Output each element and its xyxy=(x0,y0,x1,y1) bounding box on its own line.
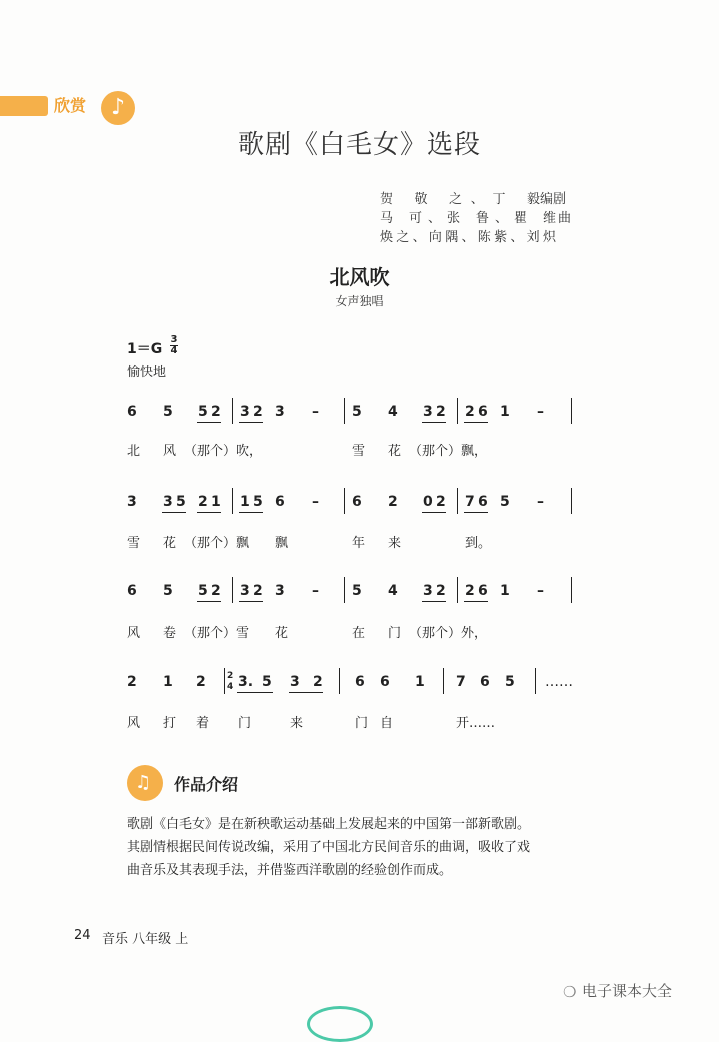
bar-line xyxy=(232,577,233,603)
note: 2 xyxy=(436,404,446,420)
lyrics-row-3 xyxy=(0,622,719,642)
note: 0 xyxy=(423,494,433,510)
note: 5 xyxy=(198,404,208,420)
lyric: 卷 xyxy=(163,626,177,641)
underline xyxy=(239,601,263,602)
intro-line-2: 其剧情根据民间传说改编，采用了中国北方民间音乐的曲调，吸收了戏 xyxy=(127,840,531,855)
lyric: 花 xyxy=(163,536,177,551)
note: – xyxy=(537,583,544,599)
note: 3 xyxy=(163,494,173,510)
note: 6 xyxy=(478,404,488,420)
underline xyxy=(464,601,488,602)
underline xyxy=(197,512,221,513)
note: 6 xyxy=(275,494,285,510)
lyric: 风 xyxy=(127,626,141,641)
note: 1 xyxy=(500,404,510,420)
notation-row-3 xyxy=(0,577,719,605)
note: 3 xyxy=(290,674,300,690)
bar-line xyxy=(571,577,572,603)
note: 5 xyxy=(163,404,173,420)
lyric: （那个）飘 xyxy=(184,536,250,551)
lyric: 在 xyxy=(352,626,366,641)
note: 3 xyxy=(423,583,433,599)
lyric: 雪 xyxy=(127,536,141,551)
lyrics-row-4 xyxy=(0,712,719,732)
note: 2 xyxy=(127,674,137,690)
lyric: （那个）外， xyxy=(409,626,488,641)
note: 6 xyxy=(478,583,488,599)
credits-line3: 焕之、向隅、陈紫、刘炽 xyxy=(380,230,556,245)
bar-line xyxy=(457,577,458,603)
note: 5 xyxy=(500,494,510,510)
bar-line xyxy=(344,398,345,424)
note: – xyxy=(312,404,319,420)
note: 7 xyxy=(465,494,475,510)
bar-line xyxy=(232,398,233,424)
time-top: 3 xyxy=(170,334,178,345)
watermark: 电子课本大全 xyxy=(582,982,673,1000)
intro-line-3: 曲音乐及其表现手法，并借鉴西洋歌剧的经验创作而成。 xyxy=(127,863,453,878)
intro-text xyxy=(127,813,577,882)
note: 2 xyxy=(253,583,263,599)
note: 5 xyxy=(253,494,263,510)
note: 5 xyxy=(352,583,362,599)
note: 2 xyxy=(211,404,221,420)
note: 6 xyxy=(480,674,490,690)
lyric: 来 xyxy=(388,536,402,551)
note: 1 xyxy=(163,674,173,690)
note: 1 xyxy=(500,583,510,599)
underline xyxy=(162,512,186,513)
lyric: 花 xyxy=(275,626,289,641)
credits-composer-suffix: 曲 xyxy=(558,211,572,226)
note: 3 xyxy=(240,404,250,420)
lyric: 年 xyxy=(352,536,366,551)
note: 1 xyxy=(415,674,425,690)
lyrics-row-1 xyxy=(0,440,719,460)
lyric: 雪 xyxy=(352,444,366,459)
key-signature: 1＝G xyxy=(127,341,163,357)
underline xyxy=(464,422,488,423)
note: 3. xyxy=(238,674,254,690)
note: 2 xyxy=(198,494,208,510)
lyric: 门 xyxy=(238,716,252,731)
bar-line xyxy=(224,668,225,694)
note: 3 xyxy=(127,494,137,510)
bar-line xyxy=(339,668,340,694)
lyric: （那个）雪 xyxy=(184,626,250,641)
time-bottom: 4 xyxy=(170,345,178,356)
notation-row-1 xyxy=(0,398,719,426)
credits-line1-suffix: 编剧 xyxy=(540,192,567,207)
note: 3 xyxy=(423,404,433,420)
tempo-marking: 愉快地 xyxy=(127,365,167,380)
bar-line xyxy=(535,668,536,694)
lyrics-row-2 xyxy=(0,532,719,552)
bar-line xyxy=(457,398,458,424)
underline xyxy=(239,422,263,423)
underline xyxy=(239,512,263,513)
music-note-icon: ♪ xyxy=(101,91,135,125)
bar-line xyxy=(571,398,572,424)
decorative-arc xyxy=(307,1006,373,1042)
note: 3 xyxy=(275,404,285,420)
underline xyxy=(422,601,446,602)
underline xyxy=(422,422,446,423)
lyric: 打 xyxy=(163,716,177,731)
note: 6 xyxy=(380,674,390,690)
underline xyxy=(464,512,488,513)
credits-line1: 贺 敬 之、丁 毅 xyxy=(380,192,540,207)
time-change-top: 2 xyxy=(227,671,234,681)
note: 2 xyxy=(465,404,475,420)
note: 2 xyxy=(388,494,398,510)
note: 4 xyxy=(388,583,398,599)
note: 1 xyxy=(211,494,221,510)
lyric: 自 xyxy=(380,716,394,731)
section-tab xyxy=(0,96,48,116)
underline xyxy=(289,692,323,693)
page-title: 歌剧《白毛女》选段 xyxy=(237,130,481,160)
bar-line xyxy=(344,577,345,603)
note: 1 xyxy=(240,494,250,510)
note: 2 xyxy=(196,674,206,690)
lyric: 风 xyxy=(127,716,141,731)
note: 3 xyxy=(240,583,250,599)
note: – xyxy=(312,583,319,599)
underline xyxy=(197,422,221,423)
underline xyxy=(422,512,446,513)
lyric: 着 xyxy=(196,716,210,731)
note: – xyxy=(312,494,319,510)
song-title: 北风吹 xyxy=(329,265,390,289)
note: 2 xyxy=(436,583,446,599)
lyric: 门 xyxy=(388,626,402,641)
note: 2 xyxy=(436,494,446,510)
note: 6 xyxy=(127,583,137,599)
score-icon: ♫ xyxy=(127,765,163,801)
note: 6 xyxy=(352,494,362,510)
bar-line xyxy=(344,488,345,514)
lyric: （那个）吹， xyxy=(184,444,263,459)
note: 2 xyxy=(313,674,323,690)
lyric: 飘 xyxy=(275,536,289,551)
lyric: 花 xyxy=(388,444,402,459)
lyric: 来 xyxy=(290,716,304,731)
credits xyxy=(380,190,580,247)
note: 6 xyxy=(127,404,137,420)
lyric: 门 xyxy=(355,716,369,731)
notation-row-2 xyxy=(0,488,719,516)
underline xyxy=(237,692,273,693)
time-signature xyxy=(170,335,178,356)
lyric: 北 xyxy=(127,444,141,459)
note: 3 xyxy=(275,583,285,599)
section-title: 作品介绍 xyxy=(174,775,239,794)
note: 2 xyxy=(465,583,475,599)
lyric: 风 xyxy=(163,444,177,459)
time-change-bottom: 4 xyxy=(227,682,234,692)
note: 5 xyxy=(176,494,186,510)
bar-line xyxy=(571,488,572,514)
note: 4 xyxy=(388,404,398,420)
note: – xyxy=(537,404,544,420)
note: 5 xyxy=(262,674,272,690)
note: 7 xyxy=(456,674,466,690)
bar-line xyxy=(457,488,458,514)
note: – xyxy=(537,494,544,510)
note: 2 xyxy=(253,404,263,420)
underline xyxy=(197,601,221,602)
note: 6 xyxy=(478,494,488,510)
section-tab-label: 欣赏 xyxy=(54,96,87,115)
lyric: （那个）飘， xyxy=(409,444,488,459)
lyric: 开…… xyxy=(456,716,496,731)
note: 6 xyxy=(355,674,365,690)
note: 5 xyxy=(505,674,515,690)
bar-line xyxy=(443,668,444,694)
note: 5 xyxy=(198,583,208,599)
notation-row-4 xyxy=(0,668,719,696)
note: 2 xyxy=(211,583,221,599)
bar-line xyxy=(232,488,233,514)
intro-line-1: 歌剧《白毛女》是在新秧歌运动基础上发展起来的中国第一部新歌剧。 xyxy=(127,817,531,832)
credits-line2: 马 可、张 鲁、瞿 维 xyxy=(380,211,556,226)
page-number: 24 xyxy=(74,928,91,943)
lyric: 到。 xyxy=(465,536,492,551)
note: 5 xyxy=(163,583,173,599)
book-title: 音乐 八年级 上 xyxy=(102,932,189,947)
note: 5 xyxy=(352,404,362,420)
chat-icon: ❍ xyxy=(563,983,577,1001)
ellipsis: …… xyxy=(545,674,573,690)
song-subtitle: 女声独唱 xyxy=(335,294,384,308)
